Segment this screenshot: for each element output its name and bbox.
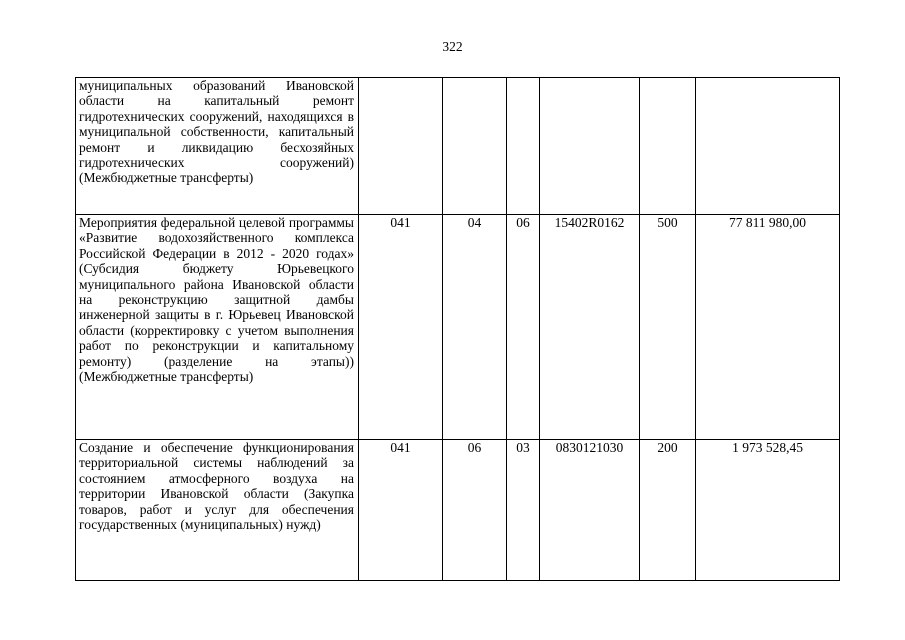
page-number: 322 [442,39,463,54]
row-description: муниципальных образований Ивановской области на капитальный ремонт гидротехнических сооружений, находящихся в муниципальной собственности, капитальный ремонт и ликвидацию бесхозяйных гидротехнических сооружений) (Межбюджетные трансферты) [76,78,359,215]
row-admin-code [359,78,443,215]
row-subsection-code [507,78,540,215]
row-amount: 1 973 528,45 [696,440,840,581]
budget-table [75,77,840,581]
row-section-code [443,78,507,215]
table-row [76,215,840,440]
table-row [76,440,840,581]
row-amount [696,78,840,215]
row-target-article: 15402R0162 [540,215,640,440]
row-expense-type [640,78,696,215]
row-target-article [540,78,640,215]
row-subsection-code: 03 [507,440,540,581]
row-admin-code: 041 [359,440,443,581]
row-expense-type: 200 [640,440,696,581]
row-description: Мероприятия федеральной целевой программы «Развитие водохозяйственного комплекса Российской Федерации в 2012 - 2020 годах» (Субсидия бюджету Юрьевецкого муниципального района Ивановской области на реконструкцию защитной дамбы инженерной защиты в г. Юрьевец Ивановской области (корректировку с учетом выполнения работ по реконструкции и капитальному ремонту) (разделение на этапы)) (Межбюджетные трансферты) [76,215,359,440]
row-description: Создание и обеспечение функционирования территориальной системы наблюдений за состоянием атмосферного воздуха на территории Ивановской области (Закупка товаров, работ и услуг для обеспечения государственных (муниципальных) нужд) [76,440,359,581]
row-amount: 77 811 980,00 [696,215,840,440]
row-section-code: 04 [443,215,507,440]
row-admin-code: 041 [359,215,443,440]
row-subsection-code: 06 [507,215,540,440]
row-section-code: 06 [443,440,507,581]
row-target-article: 0830121030 [540,440,640,581]
table-row [76,78,840,215]
row-expense-type: 500 [640,215,696,440]
